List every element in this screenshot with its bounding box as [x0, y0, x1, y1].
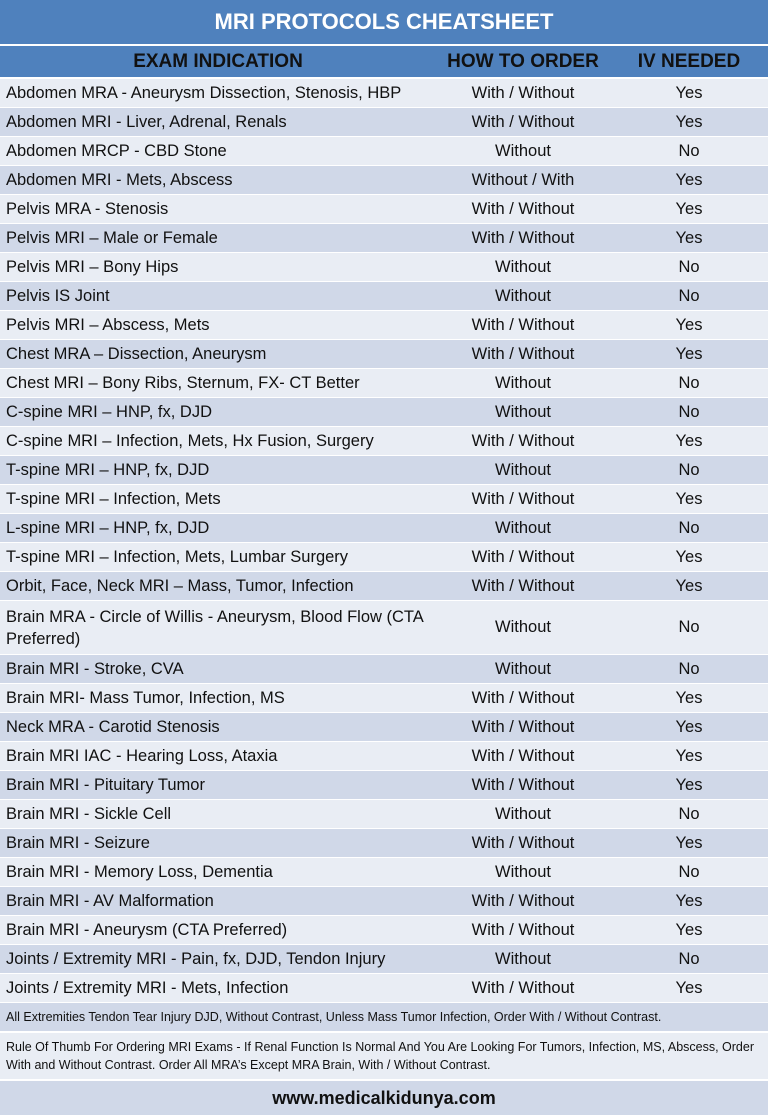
cell-iv-needed: Yes: [675, 83, 703, 102]
cell-iv-needed: No: [678, 618, 700, 636]
cell-iv-needed: Yes: [675, 228, 703, 247]
cell-exam-indication: T-spine MRI – Infection, Mets: [6, 490, 221, 508]
table-row: [0, 858, 768, 887]
cell-how-to-order: With / Without: [471, 920, 575, 939]
cell-exam-indication: Brain MRI - Pituitary Tumor: [6, 776, 205, 794]
table-row: [0, 916, 768, 945]
cell-how-to-order: With / Without: [471, 315, 575, 334]
cell-iv-needed: No: [678, 141, 700, 160]
cell-how-to-order: With / Without: [471, 746, 575, 765]
cell-how-to-order: With / Without: [471, 228, 575, 247]
table-row: [0, 166, 768, 195]
cell-iv-needed: Yes: [675, 576, 703, 595]
cell-exam-indication: Pelvis MRA - Stenosis: [6, 200, 169, 218]
cell-exam-indication: T-spine MRI – Infection, Mets, Lumbar Surgery: [6, 548, 349, 566]
cell-exam-indication: Neck MRA - Carotid Stenosis: [6, 718, 220, 736]
table-row: [0, 340, 768, 369]
cell-iv-needed: Yes: [675, 547, 703, 566]
cell-iv-needed: No: [678, 518, 700, 537]
cell-how-to-order: Without: [495, 949, 551, 968]
cell-exam-indication: L-spine MRI – HNP, fx, DJD: [6, 519, 210, 537]
table-row: [0, 974, 768, 1003]
table-row: [0, 282, 768, 311]
table-row: [0, 572, 768, 601]
cell-how-to-order: With / Without: [471, 978, 575, 997]
cell-how-to-order: Without: [495, 402, 551, 421]
cell-how-to-order: Without: [495, 257, 551, 276]
cell-how-to-order: With / Without: [471, 431, 575, 450]
cell-how-to-order: Without / With: [471, 170, 575, 189]
cell-iv-needed: Yes: [675, 717, 703, 736]
table-row: [0, 514, 768, 543]
cell-exam-indication: Pelvis MRI – Male or Female: [6, 229, 218, 247]
cell-how-to-order: With / Without: [471, 891, 575, 910]
cell-exam-indication: C-spine MRI – Infection, Mets, Hx Fusion, Surgery: [6, 432, 374, 450]
cell-how-to-order: With / Without: [471, 199, 575, 218]
cell-how-to-order: With / Without: [471, 547, 575, 566]
cell-iv-needed: No: [678, 804, 700, 823]
table-row: [0, 543, 768, 572]
table-row: [0, 684, 768, 713]
header-iv-needed: IV NEEDED: [637, 51, 741, 72]
cell-iv-needed: No: [678, 257, 700, 276]
cell-how-to-order: Without: [495, 862, 551, 881]
cell-iv-needed: Yes: [675, 344, 703, 363]
cell-exam-indication: C-spine MRI – HNP, fx, DJD: [6, 403, 212, 421]
cell-exam-indication: Brain MRI- Mass Tumor, Infection, MS: [6, 689, 285, 707]
table-header: [0, 46, 768, 79]
cell-exam-indication: Joints / Extremity MRI - Pain, fx, DJD, Tendon Injury: [6, 950, 386, 968]
table-body: [0, 79, 768, 1003]
cell-how-to-order: With / Without: [471, 688, 575, 707]
table-row: [0, 742, 768, 771]
cell-how-to-order: Without: [495, 141, 551, 160]
cell-exam-indication: Abdomen MRA - Aneurysm Dissection, Stenosis, HBP: [6, 84, 402, 102]
cell-iv-needed: Yes: [675, 431, 703, 450]
table-row: [0, 485, 768, 514]
cell-iv-needed: Yes: [675, 170, 703, 189]
cell-how-to-order: Without: [495, 286, 551, 305]
cell-how-to-order: With / Without: [471, 83, 575, 102]
cell-how-to-order: Without: [495, 518, 551, 537]
cell-exam-indication: Chest MRI – Bony Ribs, Sternum, FX- CT Better: [6, 374, 360, 392]
cell-iv-needed: Yes: [675, 833, 703, 852]
table-row: [0, 456, 768, 485]
table-row: [0, 945, 768, 974]
cell-how-to-order: Without: [495, 804, 551, 823]
cell-exam-indication: Pelvis MRI – Bony Hips: [6, 258, 179, 276]
cell-how-to-order: With / Without: [471, 489, 575, 508]
table-row: [0, 253, 768, 282]
cell-how-to-order: With / Without: [471, 717, 575, 736]
cell-exam-indication: Brain MRI - Aneurysm (CTA Preferred): [6, 921, 288, 939]
cell-exam-indication: Pelvis MRI – Abscess, Mets: [6, 316, 210, 334]
cell-exam-indication: Orbit, Face, Neck MRI – Mass, Tumor, Infection: [6, 577, 354, 595]
table-row: [0, 137, 768, 166]
cell-how-to-order: With / Without: [471, 576, 575, 595]
table-row: [0, 655, 768, 684]
cell-iv-needed: Yes: [675, 315, 703, 334]
cell-exam-indication: Abdomen MRCP - CBD Stone: [6, 142, 227, 160]
cell-iv-needed: No: [678, 286, 700, 305]
cell-exam-indication: Brain MRI - Memory Loss, Dementia: [6, 863, 273, 881]
cell-iv-needed: Yes: [675, 775, 703, 794]
note-extremities: All Extremities Tendon Tear Injury DJD, Without Contrast, Unless Mass Tumor Infection, Order With / Without Contrast.: [0, 1003, 768, 1033]
cell-iv-needed: Yes: [675, 112, 703, 131]
cell-iv-needed: No: [678, 659, 700, 678]
header-exam-indication: EXAM INDICATION: [133, 51, 303, 72]
cell-exam-indication: Brain MRI - Seizure: [6, 834, 150, 852]
cell-how-to-order: With / Without: [471, 112, 575, 131]
table-row: [0, 771, 768, 800]
table-row: [0, 79, 768, 108]
table-row: [0, 224, 768, 253]
cell-iv-needed: No: [678, 402, 700, 421]
cell-iv-needed: No: [678, 949, 700, 968]
cell-iv-needed: Yes: [675, 978, 703, 997]
cell-iv-needed: Yes: [675, 688, 703, 707]
cell-how-to-order: Without: [495, 659, 551, 678]
cell-iv-needed: Yes: [675, 199, 703, 218]
table-row: [0, 311, 768, 340]
table-row: [0, 601, 768, 655]
cell-how-to-order: Without: [495, 373, 551, 392]
sheet-title: MRI PROTOCOLS CHEATSHEET: [0, 0, 768, 46]
cell-exam-indication: Abdomen MRI - Liver, Adrenal, Renals: [6, 113, 287, 131]
cell-exam-indication: Abdomen MRI - Mets, Abscess: [6, 171, 233, 189]
cell-iv-needed: Yes: [675, 489, 703, 508]
cell-iv-needed: Yes: [675, 891, 703, 910]
table-row: [0, 887, 768, 916]
notes: [0, 1003, 768, 1081]
cell-exam-indication: Chest MRA – Dissection, Aneurysm: [6, 345, 267, 363]
cell-exam-indication: Joints / Extremity MRI - Mets, Infection: [6, 979, 289, 997]
cell-exam-indication: T-spine MRI – HNP, fx, DJD: [6, 461, 210, 479]
cell-how-to-order: With / Without: [471, 344, 575, 363]
cell-exam-indication: Brain MRI - Sickle Cell: [6, 805, 172, 823]
cell-exam-indication: Brain MRI - Stroke, CVA: [6, 660, 184, 678]
cell-how-to-order: With / Without: [471, 833, 575, 852]
table-row: [0, 427, 768, 456]
cell-exam-indication: Brain MRA - Circle of Willis - Aneurysm, Blood Flow (CTA Preferred): [6, 607, 423, 648]
cell-how-to-order: Without: [495, 618, 551, 636]
table-row: [0, 108, 768, 137]
note-rule-of-thumb: Rule Of Thumb For Ordering MRI Exams - If Renal Function Is Normal And You Are Looking For Tumors, Infection, MS, Abscess, Order With and Without Contrast. Order All MRA’s Except MRA Brain, With / Without Contrast.: [0, 1033, 768, 1081]
table-row: [0, 398, 768, 427]
header-how-to-order: HOW TO ORDER: [447, 51, 599, 72]
footer-website[interactable]: www.medicalkidunya.com: [0, 1081, 768, 1115]
table-row: [0, 829, 768, 858]
cell-exam-indication: Brain MRI - AV Malformation: [6, 892, 214, 910]
cell-iv-needed: No: [678, 460, 700, 479]
table-row: [0, 195, 768, 224]
cell-exam-indication: Brain MRI IAC - Hearing Loss, Ataxia: [6, 747, 278, 765]
cell-exam-indication: Pelvis IS Joint: [6, 287, 110, 305]
cell-iv-needed: Yes: [675, 920, 703, 939]
cell-iv-needed: No: [678, 862, 700, 881]
table-row: [0, 713, 768, 742]
cell-how-to-order: With / Without: [471, 775, 575, 794]
cell-iv-needed: Yes: [675, 746, 703, 765]
table-row: [0, 800, 768, 829]
cell-how-to-order: Without: [495, 460, 551, 479]
cell-iv-needed: No: [678, 373, 700, 392]
table-row: [0, 369, 768, 398]
